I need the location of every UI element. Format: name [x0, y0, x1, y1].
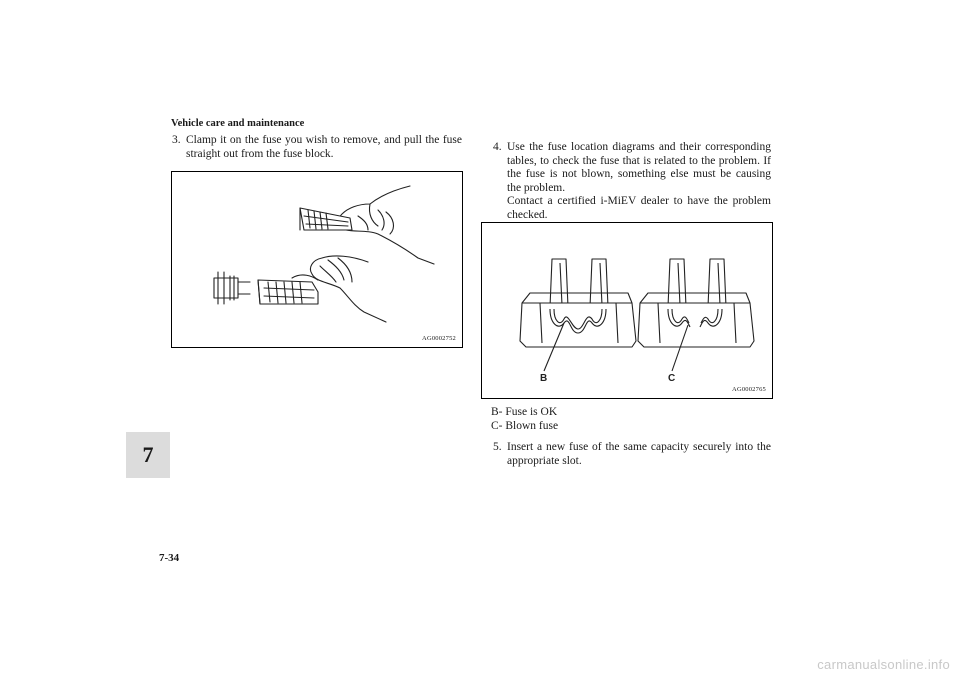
chapter-number: 7 [142, 442, 154, 467]
step-text-line: Contact a certified i-MiEV dealer to have the problem checked. [507, 195, 771, 221]
fuse-comparison-illustration [481, 222, 773, 399]
legend-text: Blown fuse [505, 420, 559, 432]
chapter-tab [126, 432, 170, 478]
label-c: C [668, 373, 676, 384]
legend-item [491, 405, 558, 419]
step-text [493, 141, 771, 223]
step-number: 4. [493, 141, 502, 153]
fuse-ok-and-blown-icon [482, 223, 773, 399]
watermark: carmanualsonline.info [817, 657, 950, 672]
step-text-line: Use the fuse location diagrams and their corresponding tables, to check the fuse that is related to the problem. If the fuse is not blown, something else must be causing the problem. [507, 141, 771, 194]
figure-legend [491, 405, 558, 433]
step-text: Insert a new fuse of the same capacity securely into the appropriate slot. [507, 441, 771, 467]
section-title: Vehicle care and maintenance [171, 118, 305, 129]
step-number: 5. [493, 441, 502, 453]
legend-key: C- [491, 420, 503, 432]
step-4 [493, 141, 771, 223]
fuse-puller-illustration [171, 171, 463, 348]
figure-code: AG0002765 [732, 386, 766, 393]
step-text: Clamp it on the fuse you wish to remove, and pull the fuse straight out from the fuse block. [186, 134, 462, 160]
step-number: 3. [172, 134, 181, 146]
hand-with-fuse-puller-icon [172, 172, 463, 348]
legend-text: Fuse is OK [505, 406, 558, 418]
label-b: B [540, 373, 548, 384]
step-3 [172, 134, 462, 161]
step-5 [493, 441, 771, 468]
legend-item [491, 419, 558, 433]
legend-key: B- [491, 406, 503, 418]
page-number: 7-34 [159, 552, 180, 564]
figure-code: AG0002752 [422, 335, 456, 342]
